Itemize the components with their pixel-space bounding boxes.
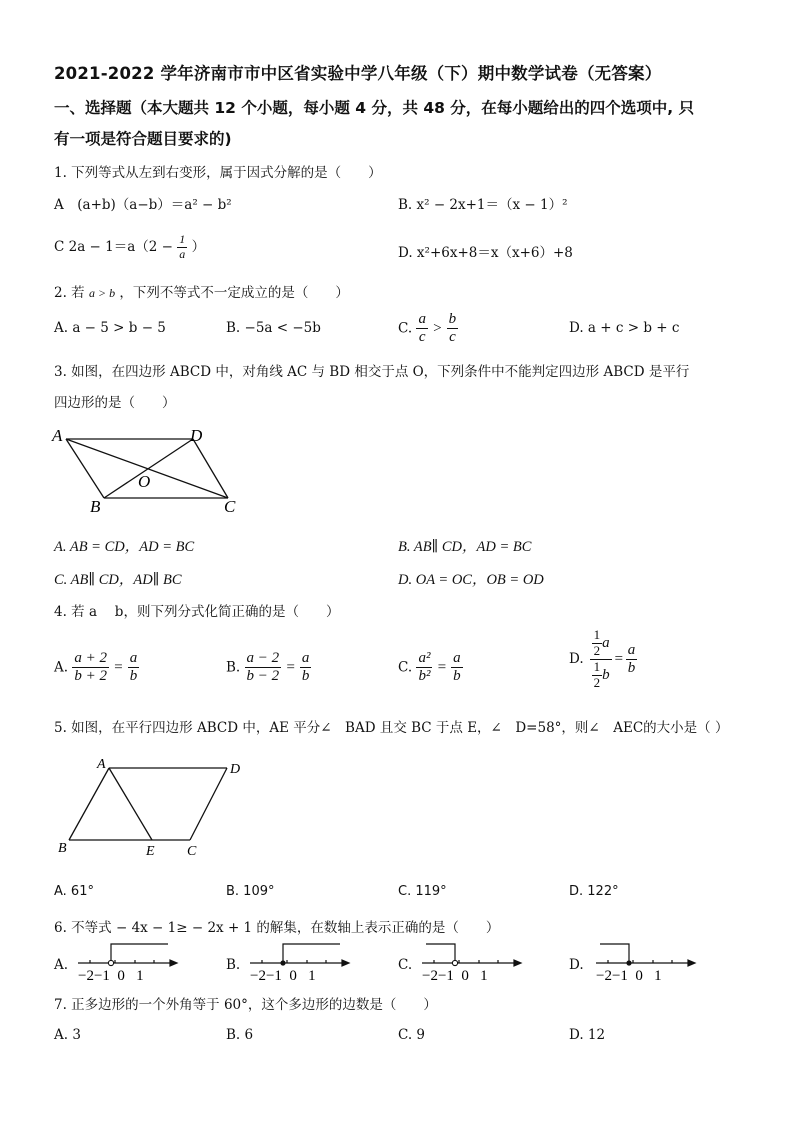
q5-segment-ae xyxy=(109,768,152,840)
q5-option-b: B. 109° xyxy=(226,884,275,899)
q1-option-b: B. x² − 2x+1＝（x − 1）² xyxy=(398,197,568,213)
q4-b-frac-left xyxy=(245,650,282,686)
q3-option-c: C. AB∥ CD，AD∥ BC xyxy=(54,572,182,588)
q4-d-frac-right xyxy=(626,642,638,678)
q1-option-a: A (a+b)（a−b）＝a² − b² xyxy=(54,197,232,213)
q4-d-bottom-half-den: 2 xyxy=(593,674,601,690)
q2-option-d: D. a + c > b + c xyxy=(569,320,680,336)
q6-d-closed-dot xyxy=(626,960,631,965)
q6-option-a-number-line xyxy=(70,940,182,984)
q4-c-frac-right xyxy=(451,650,463,686)
q4-d-top-half xyxy=(592,628,603,659)
q3-figure-parallelogram xyxy=(48,422,258,518)
q2-c-n1: a xyxy=(416,311,428,329)
q4-a-frac-left xyxy=(72,650,109,686)
q6-a-open-dot xyxy=(108,960,113,965)
q7-stem: 7. 正多边形的一个外角等于 60°，这个多边形的边数是（ ） xyxy=(54,997,437,1013)
q5-option-c: C. 119° xyxy=(398,884,447,899)
q6-d-ticks: −2−1 0 1 xyxy=(596,968,662,984)
q2-option-c xyxy=(398,311,458,347)
q2-c-d2: c xyxy=(449,329,456,346)
q4-d-top-half-num: 1 xyxy=(593,627,601,642)
q4-a-d2: b xyxy=(129,668,138,685)
q2-stem-pre: 2. 若 xyxy=(54,285,85,301)
q1-option-c-fraction xyxy=(177,233,187,262)
q4-c-d2: b xyxy=(453,668,461,685)
q3-option-b: B. AB∥ CD，AD = BC xyxy=(398,539,532,555)
q3-option-a: A. AB = CD，AD = BC xyxy=(54,539,195,555)
q6-option-b-label: B. xyxy=(226,957,241,973)
q4-d-label: D. xyxy=(569,651,584,668)
q4-d-top xyxy=(590,628,612,660)
q5-label-e: E xyxy=(146,844,155,859)
q2-c-frac1 xyxy=(416,311,428,347)
q4-a-n1: a + 2 xyxy=(72,650,109,668)
q6-c-ticks: −2−1 0 1 xyxy=(422,968,488,984)
q3-label-c: C xyxy=(224,497,236,516)
q2-c-label: C. xyxy=(398,320,413,337)
q4-a-frac-right xyxy=(128,650,140,686)
q6-c-open-dot xyxy=(452,960,457,965)
q4-c-n1: a² xyxy=(416,650,432,668)
q4-d-bottom-half-num: 1 xyxy=(593,658,601,674)
q6-a-ticks: −2−1 0 1 xyxy=(78,968,144,984)
q3-label-a: A xyxy=(52,426,63,445)
q6-option-d-label: D. xyxy=(569,957,584,973)
q4-stem: 4. 若 a b，则下列分式化简正确的是（ ） xyxy=(54,604,340,620)
q3-label-o: O xyxy=(138,472,151,491)
q1-option-c-pre: C 2a − 1＝a（2 − xyxy=(54,238,173,255)
q1-c-denominator: a xyxy=(179,246,186,261)
q4-b-d1: b − 2 xyxy=(246,668,280,685)
q6-stem: 6. 不等式 − 4x − 1≥ − 2x + 1 的解集，在数轴上表示正确的是（ ） xyxy=(54,920,500,936)
q4-c-d1: b² xyxy=(418,668,431,685)
q7-option-c: C. 9 xyxy=(398,1027,426,1043)
section-header-line2: 有一项是符合题目要求的) xyxy=(54,130,232,148)
q1-option-c xyxy=(54,233,205,262)
q4-b-label: B. xyxy=(226,659,241,676)
q1-option-c-post: ） xyxy=(191,238,206,255)
q4-b-frac-right xyxy=(300,650,312,686)
q7-option-a: A. 3 xyxy=(54,1027,81,1043)
q4-d-bottom xyxy=(590,660,612,691)
q5-label-a: A xyxy=(97,757,106,772)
q4-b-d2: b xyxy=(301,668,310,685)
q3-side-ab xyxy=(66,439,104,498)
q4-option-c: C. $\frac{\text{a²}}{\text{b²}}$ = $\frac{a}{b}$ xyxy=(398,650,461,685)
q4-b-n2: a xyxy=(300,650,312,668)
q7-option-b: B. 6 xyxy=(226,1027,254,1043)
q2-c-op: > xyxy=(432,320,443,337)
q5-label-b: B xyxy=(58,841,67,856)
q2-c-frac2 xyxy=(447,311,459,347)
q4-option-a: A. $\frac{a + 2}{b + 2}$ = $\frac{a}{b}$ xyxy=(54,650,138,685)
q6-b-closed-dot xyxy=(280,960,285,965)
section-header-line1: 一、选择题（本大题共 12 个小题，每小题 4 分，共 48 分，在每小题给出的四个选项中, 只 xyxy=(54,99,695,117)
q2-stem-math: a > b xyxy=(88,286,116,300)
q2-stem-post: ，下列不等式不一定成立的是（ ） xyxy=(119,285,349,301)
q2-stem xyxy=(54,281,349,301)
q1-option-d: D. x²+6x+8＝x（x+6）+8 xyxy=(398,245,573,261)
q3-option-d: D. OA = OC，OB = OD xyxy=(398,572,544,588)
q6-option-b-number-line xyxy=(242,940,354,984)
q2-option-a: A. a − 5 > b − 5 xyxy=(54,320,166,336)
q6-option-c-label: C. xyxy=(398,957,413,973)
q4-a-d1: b + 2 xyxy=(74,668,107,685)
q4-c-label: C. xyxy=(398,659,413,676)
q7-option-d: D. 12 xyxy=(569,1027,606,1043)
q4-a-label: A. xyxy=(54,659,69,676)
q4-d-n2: a xyxy=(626,642,638,660)
q5-side-ab xyxy=(69,768,109,840)
q4-c-n2: a xyxy=(451,650,463,668)
q4-d-top-half-den: 2 xyxy=(593,642,601,658)
q6-option-a-label: A. xyxy=(54,957,69,973)
q5-figure-parallelogram xyxy=(52,752,262,862)
q3-label-b: B xyxy=(90,497,101,516)
q4-c-frac-left xyxy=(416,650,432,686)
q5-side-dc xyxy=(190,768,227,840)
q1-c-numerator: 1 xyxy=(179,232,186,246)
q2-c-n2: b xyxy=(447,311,459,329)
q4-d-d2: b xyxy=(627,659,636,676)
q4-d-top-var: a xyxy=(602,634,610,651)
q5-option-a: A. 61° xyxy=(54,884,94,899)
q6-option-c-number-line xyxy=(414,940,526,984)
q4-d-complex-fraction xyxy=(590,628,612,691)
q2-c-d1: c xyxy=(418,329,426,346)
q4-a-n2: a xyxy=(128,650,140,668)
q3-stem-line1: 3. 如图，在四边形 ABCD 中，对角线 AC 与 BD 相交于点 O，下列条件中不能判定四边形 ABCD 是平行 xyxy=(54,364,690,380)
q4-b-n1: a − 2 xyxy=(245,650,282,668)
q6-b-ticks: −2−1 0 1 xyxy=(250,968,316,984)
q3-side-dc xyxy=(193,439,228,498)
q3-label-d: D xyxy=(190,426,203,445)
q2-option-b: B. −5a < −5b xyxy=(226,320,321,336)
q5-option-d: D. 122° xyxy=(569,884,619,899)
page-title: 2021-2022 学年济南市市中区省实验中学八年级（下）期中数学试卷（无答案） xyxy=(54,64,662,83)
q5-label-c: C xyxy=(187,844,197,859)
q5-label-d: D xyxy=(230,762,241,777)
q4-option-b: B. $\frac{a - 2}{b - 2}$ = $\frac{a}{b}$ xyxy=(226,650,310,685)
q6-option-d-number-line xyxy=(588,940,700,984)
q4-option-d: D. $\frac{1}{2}$ a $\frac{1}{2}$ b = $\frac{a}{b}$ xyxy=(569,627,636,690)
q4-d-bottom-var: b xyxy=(602,666,610,683)
q1-stem: 1. 下列等式从左到右变形，属于因式分解的是（ ） xyxy=(54,165,382,181)
q3-stem-line2: 四边形的是（ ） xyxy=(54,395,176,411)
q4-d-bottom-half xyxy=(592,660,603,691)
q5-stem: 5. 如图，在平行四边形 ABCD 中，AE 平分∠ BAD 且交 BC 于点 E，∠ D=58°，则∠ AEC的大小是（ ） xyxy=(54,720,729,736)
